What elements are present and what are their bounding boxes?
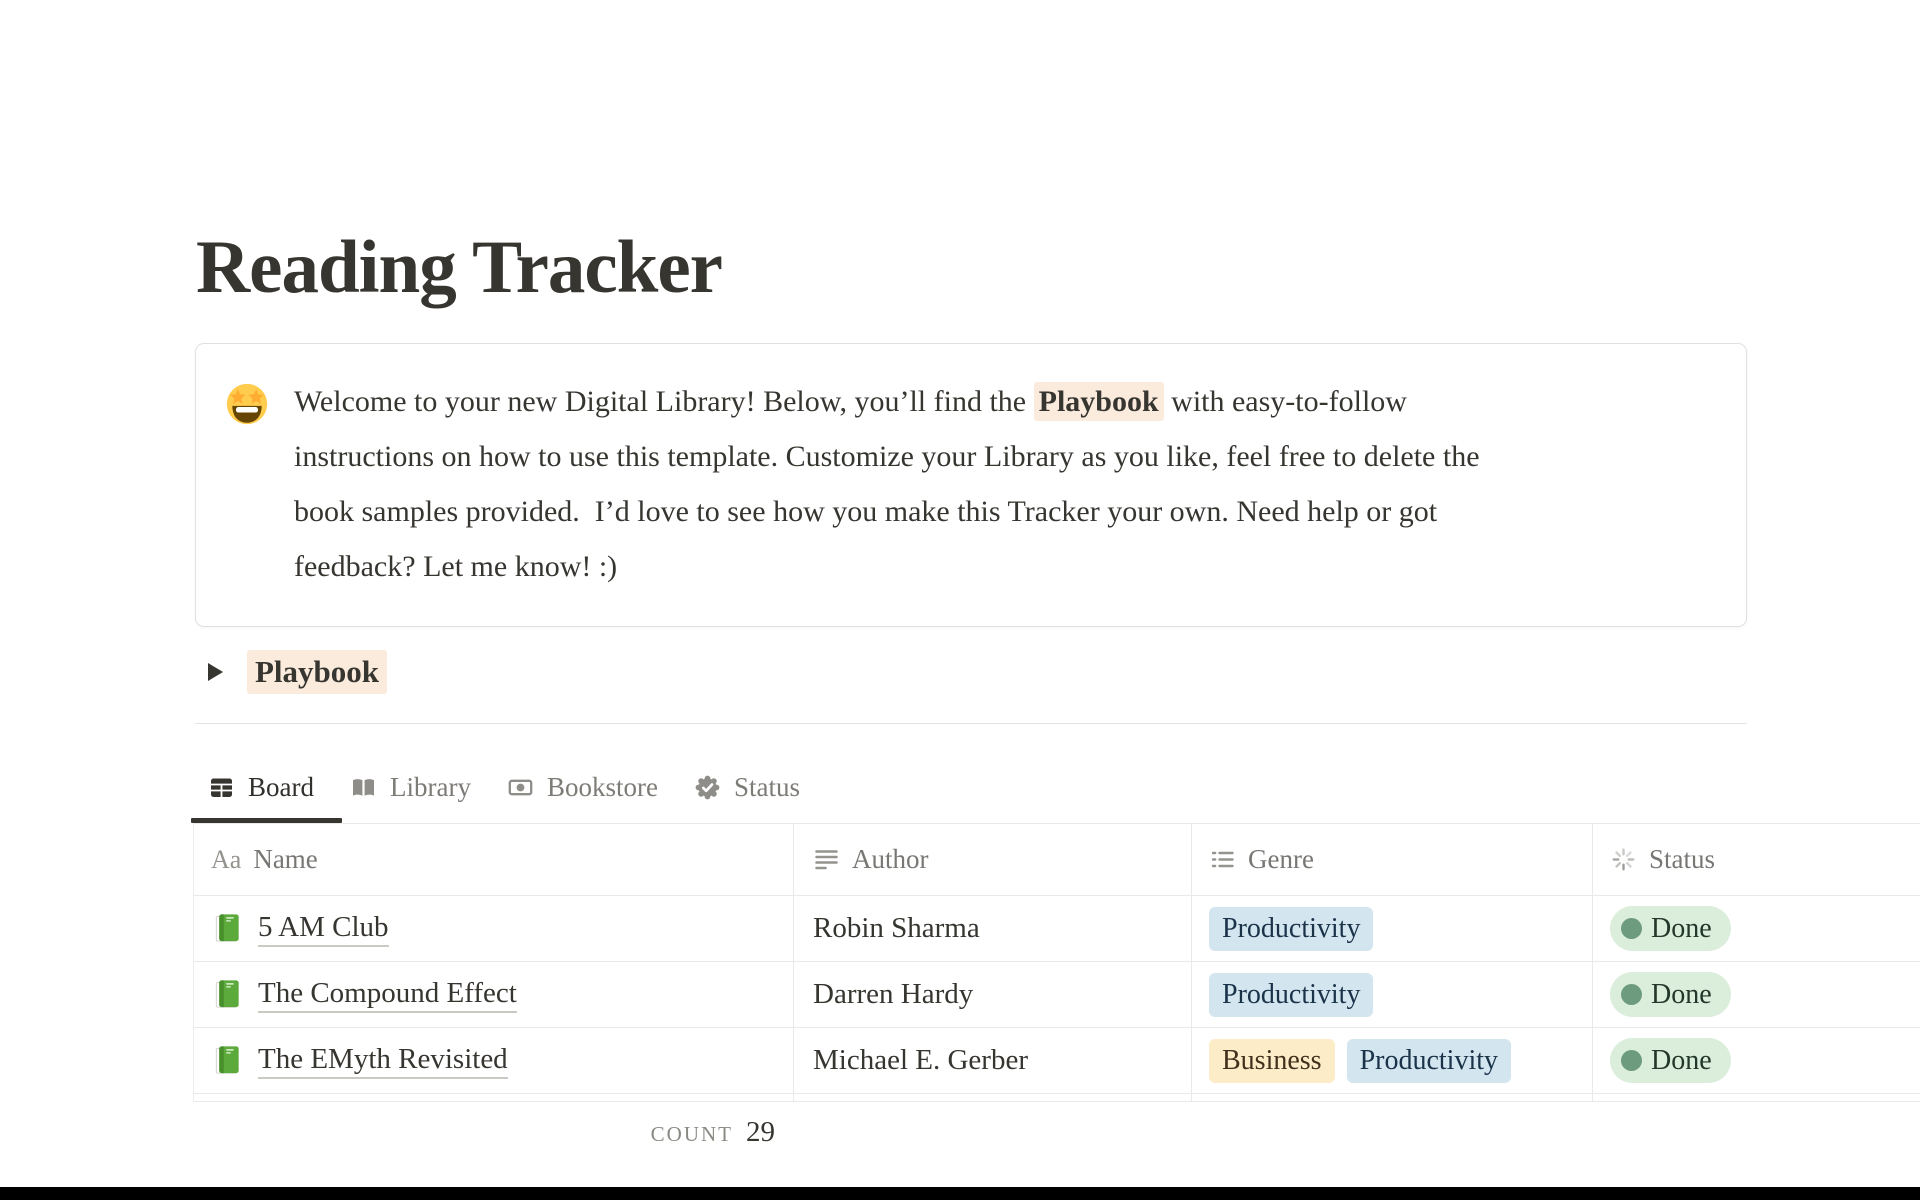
callout-line-4: feedback? Let me know! :) xyxy=(294,550,618,583)
status-dot-icon xyxy=(1621,1050,1642,1071)
author-cell: Michael E. Gerber xyxy=(794,1028,1192,1093)
open-book-icon xyxy=(350,774,377,801)
letterbox-bar xyxy=(0,1187,1920,1200)
status-dot-icon xyxy=(1621,918,1642,939)
name-cell xyxy=(194,896,794,961)
genre-cell xyxy=(1192,962,1593,1027)
multi-select-icon xyxy=(1209,846,1236,873)
author-cell: Darren Hardy xyxy=(794,962,1192,1027)
callout-line-2: instructions on how to use this template. Customize your Library as you like, feel free to delete the xyxy=(294,440,1480,473)
text-lines-icon xyxy=(813,846,840,873)
genre-tag[interactable]: Productivity xyxy=(1209,907,1373,951)
callout-line-1: Welcome to your new Digital Library! Below, you’ll find the Playbook with easy-to-follow xyxy=(294,374,1480,429)
page-link[interactable]: The Compound Effect xyxy=(258,977,517,1013)
tab-library[interactable] xyxy=(350,772,471,803)
green-book-icon xyxy=(211,1044,244,1077)
genre-tag[interactable]: Business xyxy=(1209,1039,1335,1083)
toggle-triangle-icon[interactable] xyxy=(208,663,223,681)
count-label: COUNT xyxy=(650,1122,733,1146)
view-tabs xyxy=(208,762,836,812)
status-spinner-icon xyxy=(1610,846,1637,873)
status-dot-icon xyxy=(1621,984,1642,1005)
green-book-icon xyxy=(211,978,244,1011)
table-row xyxy=(193,896,1920,962)
badge-check-icon xyxy=(694,774,721,801)
table-count-footer[interactable] xyxy=(193,1116,793,1149)
status-cell xyxy=(1593,1028,1920,1093)
page-link[interactable]: 5 AM Club xyxy=(258,911,389,947)
table-row xyxy=(193,962,1920,1028)
status-tag[interactable]: Done xyxy=(1610,906,1731,951)
genre-cell xyxy=(1192,896,1593,961)
status-tag[interactable]: Done xyxy=(1610,972,1731,1017)
column-header-author[interactable]: Author xyxy=(794,824,1192,895)
green-book-icon xyxy=(211,912,244,945)
reading-table xyxy=(193,823,1920,1102)
table-row xyxy=(193,1028,1920,1094)
table-row-partial xyxy=(193,1094,1920,1102)
genre-tag[interactable]: Productivity xyxy=(1209,973,1373,1017)
playbook-highlight: Playbook xyxy=(1034,382,1164,421)
tab-status[interactable] xyxy=(694,772,800,803)
tab-bookstore[interactable] xyxy=(507,772,658,803)
callout xyxy=(195,343,1747,627)
status-tag[interactable]: Done xyxy=(1610,1038,1731,1083)
count-value: 29 xyxy=(746,1116,775,1148)
column-header-status[interactable]: Status xyxy=(1593,824,1920,895)
banknote-icon xyxy=(507,774,534,801)
column-header-genre[interactable]: Genre xyxy=(1192,824,1593,895)
text-style-icon: Aa xyxy=(211,844,242,874)
playbook-toggle[interactable] xyxy=(208,650,387,694)
name-cell xyxy=(194,962,794,1027)
table-header-row xyxy=(193,823,1920,896)
divider xyxy=(195,723,1747,724)
board-view-icon xyxy=(208,774,235,801)
tab-library-label: Library xyxy=(389,771,471,802)
status-cell xyxy=(1593,896,1920,961)
tab-status-label: Status xyxy=(733,771,800,802)
column-header-name[interactable]: Aa Name xyxy=(194,824,794,895)
tab-board-label: Board xyxy=(248,771,314,802)
status-cell xyxy=(1593,962,1920,1027)
tab-board[interactable] xyxy=(208,772,314,803)
callout-text xyxy=(294,374,1480,594)
genre-tag[interactable]: Productivity xyxy=(1347,1039,1511,1083)
playbook-toggle-label: Playbook xyxy=(247,650,387,694)
name-cell xyxy=(194,1028,794,1093)
star-struck-emoji xyxy=(225,382,269,426)
genre-cell xyxy=(1192,1028,1593,1093)
callout-line-3: book samples provided. I’d love to see how you make this Tracker your own. Need help or got xyxy=(294,495,1438,528)
page-link[interactable]: The EMyth Revisited xyxy=(258,1043,508,1079)
author-cell: Robin Sharma xyxy=(794,896,1192,961)
page-title: Reading Tracker xyxy=(196,226,722,309)
tab-bookstore-label: Bookstore xyxy=(546,771,658,802)
